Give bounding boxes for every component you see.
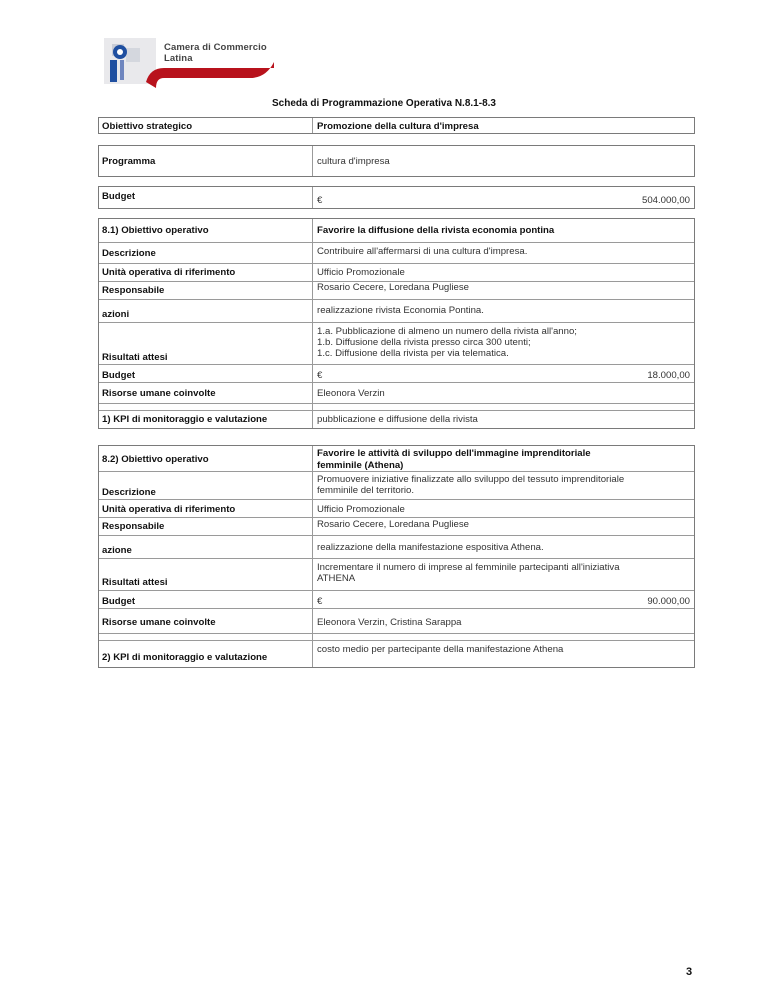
- operative-objective-8-2: [98, 445, 695, 668]
- obj-8-1-actions-label: azioni: [102, 309, 130, 320]
- obj-8-1-kpi-label: 1) KPI di monitoraggio e valutazione: [102, 414, 268, 425]
- obj-8-1-results-label: Risultati attesi: [102, 352, 168, 363]
- obj-8-2-budget-label: Budget: [102, 596, 136, 607]
- org-name-line1: Camera di Commercio: [164, 42, 267, 53]
- obj-8-2-label: 8.2) Obiettivo operativo: [102, 454, 209, 465]
- obj-8-2-responsible-label: Responsabile: [102, 521, 165, 532]
- program-value: cultura d'impresa: [317, 156, 390, 167]
- obj-8-2-results-line-1: Incrementare il numero di imprese al femminile partecipanti all'iniziativa: [317, 562, 620, 573]
- obj-8-2-value-line-2: femminile (Athena): [317, 460, 404, 471]
- obj-8-2-results-label: Risultati attesi: [102, 577, 168, 588]
- obj-8-2-budget-currency: €: [317, 596, 323, 607]
- obj-8-1-results-line-3: 1.c. Diffusione della rivista per via telematica.: [317, 348, 509, 359]
- obj-8-2-description-label: Descrizione: [102, 487, 156, 498]
- obj-8-2-description-line-2: femminile del territorio.: [317, 485, 415, 496]
- program-box: [98, 145, 695, 177]
- org-name-line2: Latina: [164, 53, 193, 64]
- obj-8-1-kpi-value: pubblicazione e diffusione della rivista: [317, 414, 478, 425]
- obj-8-1-budget-currency: €: [317, 370, 323, 381]
- obj-8-1-description-label: Descrizione: [102, 248, 156, 259]
- document-title: Scheda di Programmazione Operativa N.8.1-8.3: [272, 98, 496, 109]
- strategic-objective-label: Obiettivo strategico: [102, 121, 193, 132]
- page-number: 3: [686, 966, 693, 978]
- budget-label: Budget: [102, 191, 136, 202]
- obj-8-1-responsible-label: Responsabile: [102, 285, 165, 296]
- obj-8-1-budget-amount: 18.000,00: [647, 370, 690, 381]
- obj-8-1-responsible-value: Rosario Cecere, Loredana Pugliese: [317, 282, 469, 293]
- obj-8-2-description-line-1: Promuovere iniziative finalizzate allo sviluppo del tessuto imprenditoriale: [317, 474, 625, 485]
- obj-8-1-unit-value: Ufficio Promozionale: [317, 267, 405, 278]
- obj-8-2-unit-label: Unità operativa di riferimento: [102, 504, 236, 515]
- obj-8-1-hr-value: Eleonora Verzin: [317, 388, 385, 399]
- budget-currency: €: [317, 195, 323, 206]
- obj-8-1-budget-label: Budget: [102, 370, 136, 381]
- program-label: Programma: [102, 156, 156, 167]
- obj-8-2-responsible-value: Rosario Cecere, Loredana Pugliese: [317, 519, 469, 530]
- obj-8-1-results-line-1: 1.a. Pubblicazione di almeno un numero della rivista all'anno;: [317, 326, 577, 337]
- obj-8-1-label: 8.1) Obiettivo operativo: [102, 225, 209, 236]
- obj-8-2-kpi-value: costo medio per partecipante della manifestazione Athena: [317, 644, 564, 655]
- organization-name: [164, 42, 267, 64]
- strategic-objective-value: Promozione della cultura d'impresa: [317, 121, 479, 132]
- budget-box: [98, 186, 695, 209]
- obj-8-2-kpi-label: 2) KPI di monitoraggio e valutazione: [102, 652, 268, 663]
- obj-8-1-value: Favorire la diffusione della rivista economia pontina: [317, 225, 555, 236]
- obj-8-1-description-value: Contribuire all'affermarsi di una cultura d'impresa.: [317, 246, 528, 257]
- obj-8-1-hr-label: Risorse umane coinvolte: [102, 388, 216, 399]
- obj-8-2-hr-value: Eleonora Verzin, Cristina Sarappa: [317, 617, 462, 628]
- obj-8-1-results-line-2: 1.b. Diffusione della rivista presso circa 300 utenti;: [317, 337, 531, 348]
- obj-8-2-action-label: azione: [102, 545, 132, 556]
- operative-objective-8-1: [98, 218, 695, 429]
- obj-8-2-budget-amount: 90.000,00: [647, 596, 690, 607]
- obj-8-2-value-line-1: Favorire le attività di sviluppo dell'immagine imprenditoriale: [317, 448, 591, 459]
- obj-8-1-actions-value: realizzazione rivista Economia Pontina.: [317, 305, 484, 316]
- obj-8-1-unit-label: Unità operativa di riferimento: [102, 267, 236, 278]
- budget-amount: 504.000,00: [641, 195, 690, 206]
- obj-8-2-action-value: realizzazione della manifestazione espositiva Athena.: [317, 542, 544, 553]
- obj-8-2-results-line-2: ATHENA: [317, 573, 356, 584]
- obj-8-2-unit-value: Ufficio Promozionale: [317, 504, 405, 515]
- obj-8-2-hr-label: Risorse umane coinvolte: [102, 617, 216, 628]
- strategic-objective-box: [98, 117, 695, 134]
